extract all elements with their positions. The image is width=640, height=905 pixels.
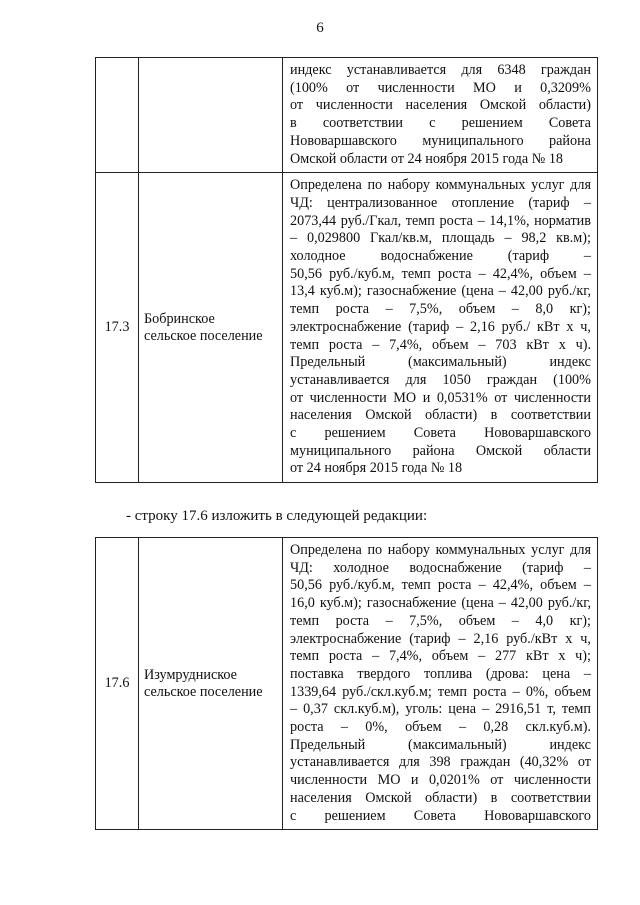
tariff-description-cell — [283, 58, 598, 173]
text-line: ЧД: холодное водоснабжение (тариф – — [290, 559, 591, 576]
text-line: устанавливается для 398 граждан (40,32% от — [290, 754, 591, 771]
text-line: темп роста – 7,5%, объем – 8,0 кг); — [290, 301, 591, 318]
amendment-instruction: - строку 17.6 изложить в следующей редакции: — [126, 508, 428, 524]
text-line: от численности населения Омской области) — [290, 97, 591, 114]
text-line: (100% от численности МО и 0,3209% — [290, 79, 591, 96]
settlement-name-line: Бобринское — [144, 310, 215, 327]
tariff-description-cell — [283, 538, 598, 830]
tariff-description-cell — [283, 173, 598, 483]
text-line: 50,56 руб./куб.м, темп роста – 42,4%, объем – — [290, 265, 591, 282]
text-line: роста – 0%, объем – 0,28 скл.куб.м). — [290, 719, 591, 736]
text-line: населения Омской области) в соответствии — [290, 407, 591, 424]
settlement-name-line: Изумрудниское — [144, 666, 237, 683]
text-line: ЧД: централизованное отопление (тариф – — [290, 194, 591, 211]
text-line: Предельный (максимальный) индекс — [290, 354, 591, 371]
text-line: от численности МО и 0,0531% от численности — [290, 389, 591, 406]
text-line: электроснабжение (тариф – 2,16 руб./кВт х ч, — [290, 630, 591, 647]
text-line: от 24 ноября 2015 года № 18 — [290, 460, 463, 477]
text-line: – 0,37 скл.куб.м), уголь: цена – 2916,51 т, темп — [290, 701, 591, 718]
row-number-cell — [96, 58, 139, 173]
text-line: холодное водоснабжение (тариф – — [290, 248, 591, 265]
settlement-name-cell — [139, 173, 283, 483]
table-row — [96, 58, 598, 173]
tariff-table-amended-row — [95, 537, 598, 830]
text-line: Нововаршавского муниципального района — [290, 132, 591, 149]
text-line: – 0,029800 Гкал/кв.м, площадь – 98,2 кв.м); — [290, 230, 591, 247]
text-line: 13,4 куб.м); газоснабжение (цена – 42,00 руб./кг, — [290, 283, 591, 300]
text-line: темп роста – 7,4%, объем – 277 кВт х ч); — [290, 648, 591, 665]
text-line: электроснабжение (тариф – 2,16 руб./ кВт х ч, — [290, 318, 591, 335]
text-line: Предельный (максимальный) индекс — [290, 736, 591, 753]
text-line: 1339,64 руб./скл.куб.м; темп роста – 0%, объем — [290, 683, 591, 700]
text-line: индекс устанавливается для 6348 граждан — [290, 62, 591, 78]
text-line: Омской области от 24 ноября 2015 года № 18 — [290, 150, 564, 167]
text-line: численности МО и 0,0201% от численности — [290, 772, 591, 789]
settlement-name-line: сельское поселение — [144, 683, 263, 700]
text-line: муниципального района Омской области — [290, 442, 591, 459]
text-line: темп роста – 7,4%, объем – 703 кВт х ч). — [290, 336, 591, 353]
text-line: населения Омской области) в соответствии — [290, 789, 591, 806]
text-line: темп роста – 7,5%, объем – 4,0 кг); — [290, 612, 591, 629]
table-row — [96, 173, 598, 483]
page-number: 6 — [316, 20, 324, 36]
text-line: устанавливается для 1050 граждан (100% — [290, 371, 591, 388]
settlement-name-cell — [139, 58, 283, 173]
text-line: Определена по набору коммунальных услуг для — [290, 542, 591, 558]
settlement-name-cell — [139, 538, 283, 830]
text-line: поставка твердого топлива (дрова: цена – — [290, 665, 591, 682]
text-line: Определена по набору коммунальных услуг для — [290, 177, 591, 194]
text-line: 16,0 куб.м); газоснабжение (цена – 42,00 руб./кг, — [290, 595, 591, 612]
text-line: в соответствии с решением Совета — [290, 115, 591, 132]
text-line: 50,56 руб./куб.м, темп роста – 42,4%, объем – — [290, 577, 591, 594]
table-row — [96, 538, 598, 830]
row-number-cell: 17.3 — [96, 173, 139, 483]
tariff-table-continued — [95, 57, 598, 483]
row-number-cell: 17.6 — [96, 538, 139, 830]
text-line: с решением Совета Нововаршавского — [290, 425, 591, 442]
settlement-name-line: сельское поселение — [144, 327, 263, 344]
text-line: с решением Совета Нововаршавского — [290, 807, 591, 824]
text-line: 2073,44 руб./Гкал, темп роста – 14,1%, норматив — [290, 212, 591, 229]
